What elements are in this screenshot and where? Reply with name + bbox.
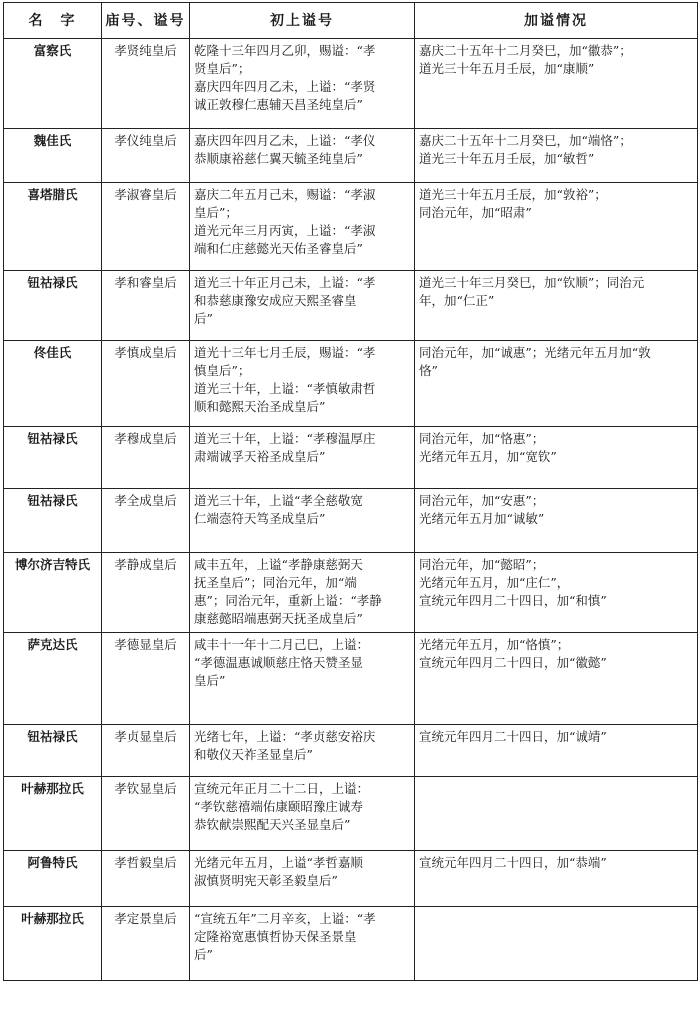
temple-title-cell: 孝贞显皇后	[102, 725, 190, 777]
initial-title-line: 道光十三年七月壬辰，赐谥：“孝	[194, 345, 376, 360]
initial-title-line: 嘉庆四年四月乙未，上谥：“孝仪	[194, 133, 376, 148]
added-title-line: 同治元年，加“诚惠”；光绪元年五月加“敦	[419, 345, 651, 360]
table-row	[4, 271, 698, 341]
initial-title-cell	[190, 907, 415, 981]
initial-title-line: 光绪元年五月，上谥“孝哲嘉顺	[194, 855, 363, 870]
initial-title-line: 道光三十年正月己未，上谥：“孝	[194, 275, 376, 290]
initial-title-cell	[190, 271, 415, 341]
initial-title-line: 惠”；同治元年，重新上谥：“孝静	[194, 593, 382, 608]
added-title-line: 宣统元年四月二十四日，加“徽懿”	[419, 655, 607, 670]
initial-title-line: 康慈懿昭端惠弼天抚圣成皇后”	[194, 611, 363, 626]
added-title-line: 宣统元年四月二十四日，加“和慎”	[419, 593, 607, 608]
table-row	[4, 427, 698, 489]
added-title-line: 同治元年，加“恪惠”；	[419, 431, 545, 446]
empress-name-cell: 钮祜禄氏	[4, 489, 102, 553]
empress-name-cell: 魏佳氏	[4, 129, 102, 183]
empress-name-cell: 喜塔腊氏	[4, 183, 102, 271]
temple-title-cell: 孝慎成皇后	[102, 341, 190, 427]
table-header-row	[4, 3, 698, 39]
table-row	[4, 633, 698, 725]
added-title-line: 嘉庆二十五年十二月癸巳，加“徽恭”；	[419, 43, 632, 58]
table-row	[4, 341, 698, 427]
header-initial: 初上谥号	[190, 3, 415, 39]
initial-title-line: 皇后”；	[194, 205, 238, 220]
added-title-line: 道光三十年三月癸巳，加“钦顺”；同治元	[419, 275, 645, 290]
initial-title-line: “孝德温惠诚顺慈庄恪天赞圣显	[194, 655, 363, 670]
initial-title-cell	[190, 851, 415, 907]
table-row	[4, 777, 698, 851]
added-title-line: 同治元年，加“安惠”；	[419, 493, 545, 508]
initial-title-line: 道光元年三月丙寅，上谥：“孝淑	[194, 223, 376, 238]
initial-title-line: “孝钦慈禧端佑康颐昭豫庄诚寿	[194, 799, 363, 814]
added-title-line: 同治元年，加“昭肃”	[419, 205, 532, 220]
initial-title-line: 定隆裕宽惠慎哲协天保圣景皇	[194, 929, 357, 944]
added-title-cell	[415, 907, 698, 981]
initial-title-line: 诚正敦穆仁惠辅天昌圣纯皇后”	[194, 97, 363, 112]
table-row	[4, 129, 698, 183]
initial-title-line: 端和仁庄慈懿光天佑圣睿皇后”	[194, 241, 363, 256]
empress-name-cell: 佟佳氏	[4, 341, 102, 427]
table-row	[4, 489, 698, 553]
empress-name-cell: 阿鲁特氏	[4, 851, 102, 907]
added-title-line: 道光三十年五月壬辰，加“敏哲”	[419, 151, 595, 166]
added-title-cell	[415, 341, 698, 427]
added-title-line: 光绪元年五月，加“庄仁”，	[419, 575, 570, 590]
table-row	[4, 725, 698, 777]
empress-name-cell: 钮祜禄氏	[4, 427, 102, 489]
empress-name-cell: 钮祜禄氏	[4, 725, 102, 777]
empress-name-cell: 富察氏	[4, 39, 102, 129]
initial-title-line: 道光三十年，上谥：“孝穆温厚庄	[194, 431, 376, 446]
added-title-cell	[415, 183, 698, 271]
table-row	[4, 39, 698, 129]
added-title-line: 嘉庆二十五年十二月癸巳，加“端恪”；	[419, 133, 632, 148]
initial-title-cell	[190, 633, 415, 725]
table-body	[4, 39, 698, 981]
initial-title-line: 宣统元年正月二十二日，上谥：	[194, 781, 370, 796]
posthumous-title-table	[3, 2, 698, 981]
initial-title-cell	[190, 129, 415, 183]
temple-title-cell: 孝钦显皇后	[102, 777, 190, 851]
initial-title-line: 后”	[194, 947, 213, 962]
added-title-line: 道光三十年五月壬辰，加“康顺”	[419, 61, 595, 76]
table-row	[4, 553, 698, 633]
initial-title-line: 嘉庆四年四月乙未，上谥：“孝贤	[194, 79, 376, 94]
added-title-line: 光绪元年五月，加“恪慎”；	[419, 637, 570, 652]
initial-title-line: 仁端悫符天笃圣成皇后”	[194, 511, 326, 526]
initial-title-line: 嘉庆二年五月己未，赐谥：“孝淑	[194, 187, 376, 202]
added-title-line: 年，加“仁正”	[419, 293, 495, 308]
empress-name-cell: 博尔济吉特氏	[4, 553, 102, 633]
added-title-cell	[415, 553, 698, 633]
temple-title-cell: 孝哲毅皇后	[102, 851, 190, 907]
added-title-line: 道光三十年五月壬辰，加“敦裕”；	[419, 187, 607, 202]
empress-name-cell: 萨克达氏	[4, 633, 102, 725]
empress-name-cell: 钮祜禄氏	[4, 271, 102, 341]
added-title-cell	[415, 725, 698, 777]
header-title: 庙号、谥号	[102, 3, 190, 39]
added-title-line: 宣统元年四月二十四日，加“诚靖”	[419, 729, 607, 744]
added-title-cell	[415, 489, 698, 553]
added-title-cell	[415, 851, 698, 907]
initial-title-cell	[190, 553, 415, 633]
initial-title-cell	[190, 341, 415, 427]
temple-title-cell: 孝德显皇后	[102, 633, 190, 725]
empress-name-cell: 叶赫那拉氏	[4, 777, 102, 851]
table-row	[4, 851, 698, 907]
initial-title-line: 和敬仪天祚圣显皇后”	[194, 747, 313, 762]
added-title-line: 宣统元年四月二十四日，加“恭端”	[419, 855, 607, 870]
initial-title-line: 淑慎贤明宪天彰圣毅皇后”	[194, 873, 338, 888]
empress-name-cell: 叶赫那拉氏	[4, 907, 102, 981]
initial-title-line: 恭顺康裕慈仁翼天毓圣纯皇后”	[194, 151, 363, 166]
temple-title-cell: 孝静成皇后	[102, 553, 190, 633]
initial-title-line: 顺和懿熙天治圣成皇后”	[194, 399, 326, 414]
initial-title-cell	[190, 39, 415, 129]
added-title-cell	[415, 271, 698, 341]
temple-title-cell: 孝定景皇后	[102, 907, 190, 981]
initial-title-line: 慎皇后”；	[194, 363, 251, 378]
initial-title-cell	[190, 777, 415, 851]
initial-title-cell	[190, 489, 415, 553]
added-title-cell	[415, 427, 698, 489]
added-title-line: 光绪元年五月加“诚敏”	[419, 511, 545, 526]
initial-title-line: 和恭慈康豫安成应天熙圣睿皇	[194, 293, 357, 308]
temple-title-cell: 孝贤纯皇后	[102, 39, 190, 129]
initial-title-line: 道光三十年，上谥“孝全慈敬宽	[194, 493, 363, 508]
header-name: 名 字	[4, 3, 102, 39]
added-title-line: 同治元年，加“懿昭”；	[419, 557, 545, 572]
initial-title-line: 肃端诚孚天裕圣成皇后”	[194, 449, 326, 464]
temple-title-cell: 孝和睿皇后	[102, 271, 190, 341]
temple-title-cell: 孝穆成皇后	[102, 427, 190, 489]
added-title-cell	[415, 777, 698, 851]
initial-title-line: 抚圣皇后”；同治元年，加“端	[194, 575, 357, 590]
header-added: 加谥情况	[415, 3, 698, 39]
temple-title-cell: 孝仪纯皇后	[102, 129, 190, 183]
initial-title-line: 咸丰五年，上谥“孝静康慈弼天	[194, 557, 363, 572]
added-title-line: 恪”	[419, 363, 438, 378]
initial-title-cell	[190, 725, 415, 777]
initial-title-line: 恭钦献崇熙配天兴圣显皇后”	[194, 817, 351, 832]
initial-title-line: 乾隆十三年四月乙卯，赐谥：“孝	[194, 43, 376, 58]
initial-title-line: 皇后”	[194, 673, 226, 688]
table-row	[4, 183, 698, 271]
initial-title-line: 后”	[194, 311, 213, 326]
added-title-cell	[415, 129, 698, 183]
added-title-cell	[415, 633, 698, 725]
added-title-line: 光绪元年五月，加“宽钦”	[419, 449, 557, 464]
temple-title-cell: 孝全成皇后	[102, 489, 190, 553]
initial-title-line: 光绪七年，上谥：“孝贞慈安裕庆	[194, 729, 376, 744]
table-row	[4, 907, 698, 981]
initial-title-line: 道光三十年，上谥：“孝慎敏肃哲	[194, 381, 376, 396]
initial-title-line: “宣统五年”二月辛亥，上谥：“孝	[194, 911, 376, 926]
initial-title-line: 贤皇后”；	[194, 61, 251, 76]
temple-title-cell: 孝淑睿皇后	[102, 183, 190, 271]
initial-title-cell	[190, 427, 415, 489]
initial-title-line: 咸丰十一年十二月己巳，上谥：	[194, 637, 370, 652]
added-title-cell	[415, 39, 698, 129]
initial-title-cell	[190, 183, 415, 271]
